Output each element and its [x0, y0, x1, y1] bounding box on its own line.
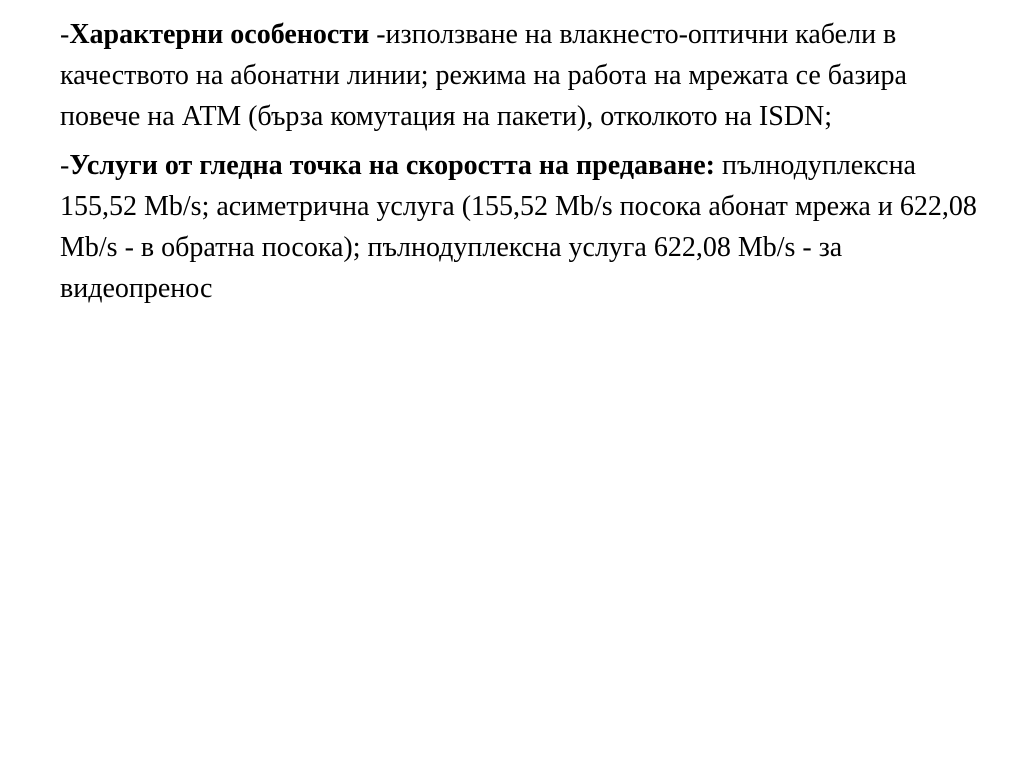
- paragraph-services: [60, 145, 990, 309]
- paragraph-characteristics: [60, 14, 990, 137]
- paragraph-body: пълнодуплексна 155,52 Mb/s; асиметрична услуга (155,52 Mb/s посока абонат мрежа и 622,08 Mb/s - в обратна посока); пълнодуплексна услуга 622,08 Mb/s - за видеопренос: [60, 150, 977, 304]
- bullet-dash: -: [60, 150, 70, 181]
- paragraph-heading: Характерни особености: [69, 19, 370, 50]
- bullet-dash: -: [60, 19, 70, 50]
- paragraph-body: -използване на влакнесто-оптични кабели в качеството на абонатни линии; режима на работа на мрежата се базира повече на АТМ (бърза комутация на пакети), отколкото на ISDN;: [60, 19, 907, 132]
- paragraph-heading: Услуги от гледна точка на скоростта на предаване:: [69, 150, 715, 181]
- slide-text-body: [60, 14, 990, 317]
